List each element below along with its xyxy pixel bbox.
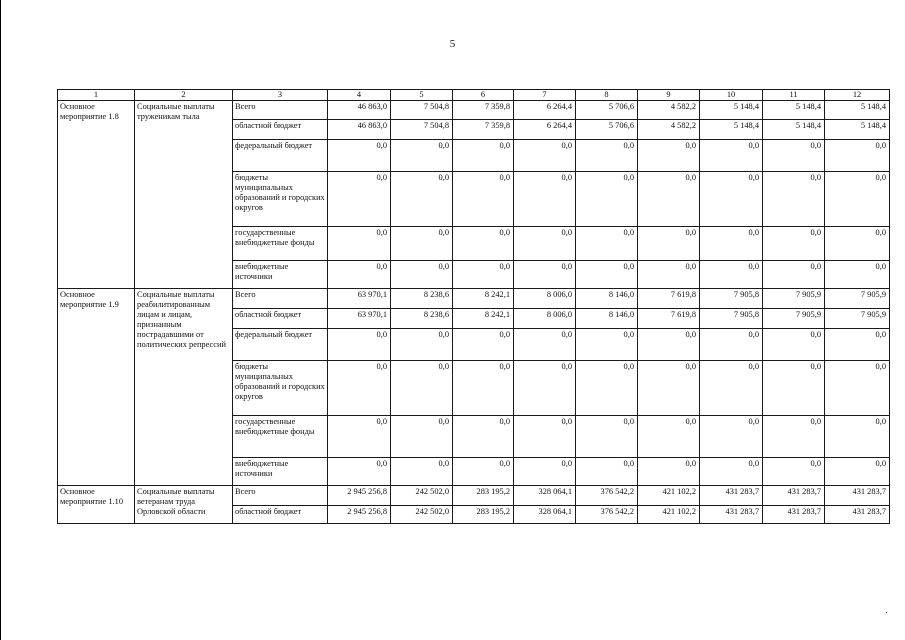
value-cell: 0,0 (514, 458, 576, 486)
value-cell: 0,0 (638, 416, 700, 458)
value-cell: 283 195,2 (453, 506, 514, 524)
funding-source-cell: Всего (233, 486, 328, 506)
value-cell: 421 102,2 (638, 506, 700, 524)
value-cell: 0,0 (453, 261, 514, 289)
value-cell: 242 502,0 (391, 486, 453, 506)
value-cell: 5 148,4 (700, 101, 763, 120)
value-cell: 0,0 (453, 458, 514, 486)
value-cell: 0,0 (763, 227, 825, 261)
value-cell: 0,0 (638, 458, 700, 486)
value-cell: 0,0 (763, 361, 825, 416)
header-cell-2: 2 (135, 90, 233, 101)
value-cell: 0,0 (453, 140, 514, 172)
value-cell: 5 706,6 (576, 120, 638, 140)
funding-source-cell: бюджеты муниципальных образований и городских округов (233, 361, 328, 416)
value-cell: 0,0 (700, 361, 763, 416)
value-cell: 46 863,0 (328, 120, 391, 140)
value-cell: 7 619,8 (638, 309, 700, 329)
value-cell: 0,0 (763, 261, 825, 289)
value-cell: 0,0 (391, 329, 453, 361)
value-cell: 0,0 (825, 458, 890, 486)
header-cell-11: 11 (763, 90, 825, 101)
value-cell: 0,0 (825, 172, 890, 227)
value-cell: 0,0 (328, 458, 391, 486)
value-cell: 0,0 (763, 416, 825, 458)
value-cell: 5 148,4 (763, 101, 825, 120)
financing-table (57, 89, 890, 524)
value-cell: 7 504,8 (391, 120, 453, 140)
header-cell-7: 7 (514, 90, 576, 101)
value-cell: 0,0 (763, 329, 825, 361)
funding-source-cell: государственные внебюджетные фонды (233, 416, 328, 458)
value-cell: 8 146,0 (576, 289, 638, 309)
funding-source-cell: внебюджетные источники (233, 261, 328, 289)
value-cell: 7 905,8 (700, 289, 763, 309)
value-cell: 0,0 (638, 329, 700, 361)
value-cell: 63 970,1 (328, 309, 391, 329)
value-cell: 7 359,8 (453, 120, 514, 140)
table-row (58, 289, 890, 309)
activity-name-cell: Социальные выплаты ветеранам труда Орловской области (135, 486, 233, 524)
value-cell: 0,0 (825, 227, 890, 261)
header-cell-4: 4 (328, 90, 391, 101)
header-cell-9: 9 (638, 90, 700, 101)
header-cell-3: 3 (233, 90, 328, 101)
value-cell: 0,0 (576, 416, 638, 458)
value-cell: 5 148,4 (763, 120, 825, 140)
value-cell: 7 905,9 (763, 309, 825, 329)
table-body (58, 90, 890, 524)
value-cell: 0,0 (391, 416, 453, 458)
table-row (58, 486, 890, 506)
value-cell: 431 283,7 (825, 506, 890, 524)
activity-cell: Основное мероприятие 1.9 (58, 289, 135, 486)
value-cell: 0,0 (391, 140, 453, 172)
value-cell: 431 283,7 (763, 486, 825, 506)
value-cell: 0,0 (576, 329, 638, 361)
value-cell: 7 504,8 (391, 101, 453, 120)
funding-source-cell: государственные внебюджетные фонды (233, 227, 328, 261)
value-cell: 0,0 (700, 172, 763, 227)
value-cell: 0,0 (700, 458, 763, 486)
value-cell: 8 238,6 (391, 289, 453, 309)
value-cell: 431 283,7 (700, 506, 763, 524)
funding-source-cell: Всего (233, 289, 328, 309)
activity-cell: Основное мероприятие 1.8 (58, 101, 135, 289)
value-cell: 7 905,9 (763, 289, 825, 309)
value-cell: 0,0 (576, 227, 638, 261)
value-cell: 0,0 (514, 172, 576, 227)
value-cell: 376 542,2 (576, 486, 638, 506)
value-cell: 4 582,2 (638, 101, 700, 120)
page-number: 5 (449, 38, 456, 50)
value-cell: 6 264,4 (514, 120, 576, 140)
funding-source-cell: областной бюджет (233, 120, 328, 140)
value-cell: 376 542,2 (576, 506, 638, 524)
value-cell: 7 905,9 (825, 289, 890, 309)
value-cell: 4 582,2 (638, 120, 700, 140)
value-cell: 0,0 (391, 458, 453, 486)
value-cell: 0,0 (825, 361, 890, 416)
header-cell-1: 1 (58, 90, 135, 101)
scan-dot (886, 612, 887, 613)
value-cell: 63 970,1 (328, 289, 391, 309)
value-cell: 8 242,1 (453, 289, 514, 309)
value-cell: 0,0 (328, 261, 391, 289)
funding-source-cell: федеральный бюджет (233, 140, 328, 172)
value-cell: 0,0 (825, 140, 890, 172)
header-cell-5: 5 (391, 90, 453, 101)
activity-name-cell: Социальные выплаты реабилитированным лицам и лицам, признанным пострадавшими от политических репрессий (135, 289, 233, 486)
value-cell: 0,0 (328, 172, 391, 227)
value-cell: 0,0 (328, 140, 391, 172)
funding-source-cell: областной бюджет (233, 506, 328, 524)
value-cell: 5 706,6 (576, 101, 638, 120)
value-cell: 0,0 (328, 227, 391, 261)
funding-source-cell: федеральный бюджет (233, 329, 328, 361)
value-cell: 0,0 (638, 140, 700, 172)
value-cell: 0,0 (328, 361, 391, 416)
value-cell: 0,0 (514, 227, 576, 261)
header-cell-6: 6 (453, 90, 514, 101)
value-cell: 0,0 (514, 416, 576, 458)
value-cell: 431 283,7 (763, 506, 825, 524)
value-cell: 421 102,2 (638, 486, 700, 506)
value-cell: 7 905,9 (825, 309, 890, 329)
value-cell: 8 006,0 (514, 289, 576, 309)
value-cell: 0,0 (825, 416, 890, 458)
value-cell: 46 863,0 (328, 101, 391, 120)
value-cell: 0,0 (453, 227, 514, 261)
value-cell: 0,0 (576, 458, 638, 486)
value-cell: 2 945 256,8 (328, 486, 391, 506)
value-cell: 8 146,0 (576, 309, 638, 329)
value-cell: 0,0 (576, 172, 638, 227)
value-cell: 0,0 (391, 172, 453, 227)
table-header-row (58, 90, 890, 101)
value-cell: 0,0 (638, 261, 700, 289)
value-cell: 7 619,8 (638, 289, 700, 309)
value-cell: 0,0 (763, 172, 825, 227)
value-cell: 5 148,4 (700, 120, 763, 140)
value-cell: 0,0 (825, 329, 890, 361)
table-row (58, 101, 890, 120)
value-cell: 0,0 (576, 361, 638, 416)
activity-name-cell: Социальные выплаты труженикам тыла (135, 101, 233, 289)
funding-source-cell: бюджеты муниципальных образований и городских округов (233, 172, 328, 227)
value-cell: 431 283,7 (825, 486, 890, 506)
value-cell: 283 195,2 (453, 486, 514, 506)
value-cell: 0,0 (763, 458, 825, 486)
value-cell: 8 238,6 (391, 309, 453, 329)
value-cell: 0,0 (638, 172, 700, 227)
value-cell: 7 905,8 (700, 309, 763, 329)
value-cell: 0,0 (453, 172, 514, 227)
value-cell: 0,0 (514, 361, 576, 416)
value-cell: 0,0 (328, 329, 391, 361)
header-cell-12: 12 (825, 90, 890, 101)
value-cell: 328 064,1 (514, 506, 576, 524)
value-cell: 0,0 (328, 416, 391, 458)
value-cell: 5 148,4 (825, 101, 890, 120)
value-cell: 0,0 (638, 227, 700, 261)
value-cell: 0,0 (514, 329, 576, 361)
page-left-edge (0, 0, 1, 640)
funding-source-cell: внебюджетные источники (233, 458, 328, 486)
funding-source-cell: областной бюджет (233, 309, 328, 329)
value-cell: 7 359,8 (453, 101, 514, 120)
header-cell-10: 10 (700, 90, 763, 101)
value-cell: 8 006,0 (514, 309, 576, 329)
value-cell: 0,0 (700, 416, 763, 458)
value-cell: 0,0 (391, 261, 453, 289)
value-cell: 0,0 (576, 261, 638, 289)
value-cell: 0,0 (453, 361, 514, 416)
value-cell: 0,0 (453, 329, 514, 361)
value-cell: 0,0 (514, 140, 576, 172)
value-cell: 0,0 (514, 261, 576, 289)
funding-source-cell: Всего (233, 101, 328, 120)
value-cell: 0,0 (576, 140, 638, 172)
value-cell: 0,0 (763, 140, 825, 172)
activity-cell: Основное мероприятие 1.10 (58, 486, 135, 524)
value-cell: 0,0 (700, 261, 763, 289)
value-cell: 242 502,0 (391, 506, 453, 524)
value-cell: 0,0 (700, 227, 763, 261)
value-cell: 0,0 (700, 329, 763, 361)
value-cell: 0,0 (453, 416, 514, 458)
value-cell: 8 242,1 (453, 309, 514, 329)
value-cell: 0,0 (391, 361, 453, 416)
value-cell: 0,0 (700, 140, 763, 172)
value-cell: 431 283,7 (700, 486, 763, 506)
value-cell: 328 064,1 (514, 486, 576, 506)
value-cell: 0,0 (638, 361, 700, 416)
value-cell: 0,0 (391, 227, 453, 261)
value-cell: 2 945 256,8 (328, 506, 391, 524)
header-cell-8: 8 (576, 90, 638, 101)
value-cell: 0,0 (825, 261, 890, 289)
value-cell: 5 148,4 (825, 120, 890, 140)
value-cell: 6 264,4 (514, 101, 576, 120)
